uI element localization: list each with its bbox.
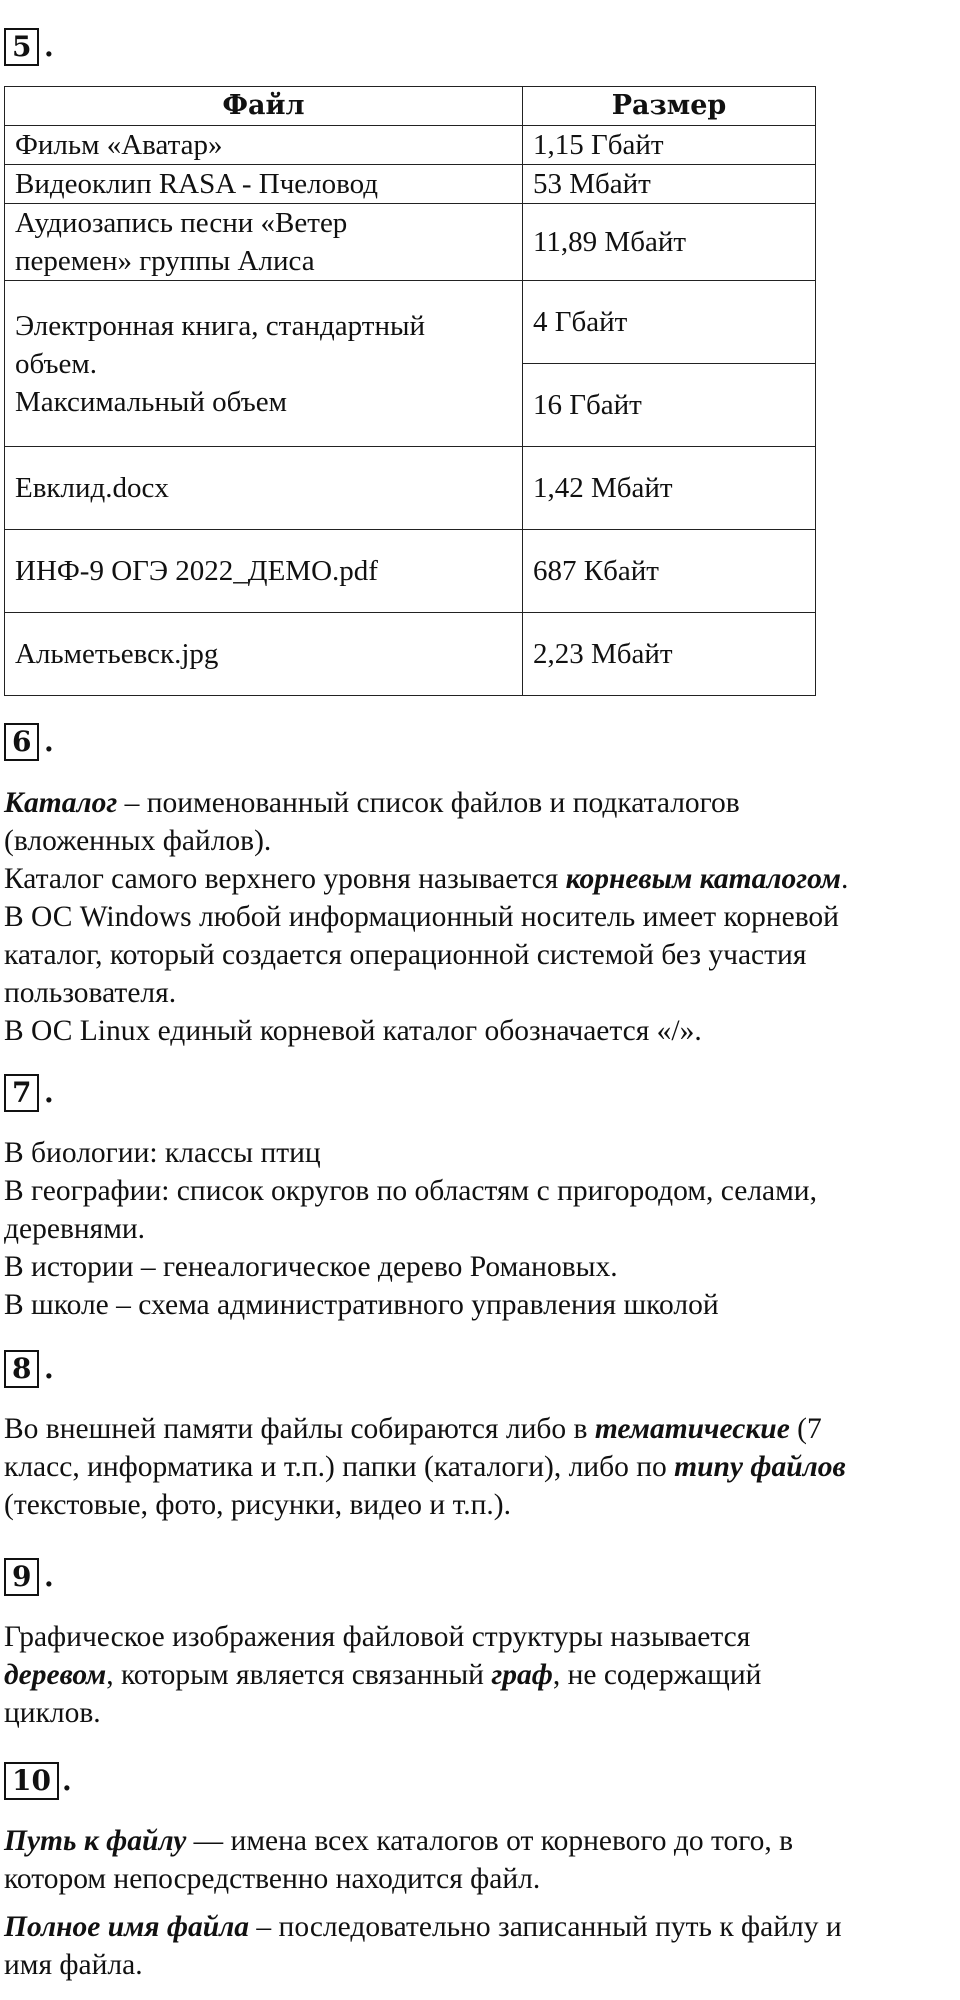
text-line	[4, 1448, 954, 1486]
cell-size: 53 Мбайт	[523, 165, 816, 204]
paragraph-tree	[4, 1618, 954, 1732]
text-line: В школе – схема административного управления школой	[4, 1289, 719, 1321]
text-span: Во внешней памяти файлы собираются либо в	[4, 1413, 595, 1445]
cell-file-line: Аудиозапись песни «Ветер	[15, 207, 348, 239]
paragraph-external-memory	[4, 1410, 954, 1524]
term-file-path: Путь к файлу	[4, 1825, 187, 1857]
term-thematic: тематические	[594, 1413, 790, 1445]
cell-size: 16 Гбайт	[523, 364, 816, 447]
text-line	[4, 1908, 954, 1946]
text-line: В биологии: классы птиц	[4, 1137, 321, 1169]
table-row	[5, 126, 816, 165]
text-line: пользователя.	[4, 977, 177, 1009]
section-number-dot: .	[62, 1764, 72, 1797]
paragraph-examples	[4, 1134, 954, 1324]
cell-file-line: перемен» группы Алиса	[15, 245, 315, 277]
term-root-catalog: корневым каталогом	[565, 863, 841, 895]
table-row	[5, 530, 816, 613]
text-line: (текстовые, фото, рисунки, видео и т.п.).	[4, 1489, 511, 1521]
text-line	[4, 784, 954, 822]
term-catalog: Каталог	[4, 787, 118, 819]
cell-size: 687 Кбайт	[523, 530, 816, 613]
text-line	[4, 1822, 954, 1860]
text-line: В ОС Linux единый корневой каталог обозначается «/».	[4, 1015, 702, 1047]
text-line	[4, 860, 954, 898]
text-line: котором непосредственно находится файл.	[4, 1863, 541, 1895]
table-row	[5, 165, 816, 204]
section-number-6: 6	[4, 723, 39, 761]
text-span: – последовательно записанный путь к файлу и	[249, 1911, 842, 1943]
text-line: В истории – генеалогическое дерево Романовых.	[4, 1251, 618, 1283]
table-row	[5, 204, 816, 281]
cell-file-line: Электронная книга, стандартный	[15, 309, 425, 342]
term-tree: деревом	[4, 1659, 107, 1691]
paragraph-catalog	[4, 784, 954, 1050]
term-graph: граф	[491, 1659, 553, 1691]
text-span: Каталог самого верхнего уровня называется	[4, 863, 566, 895]
text-span: — имена всех каталогов от корневого до того, в	[186, 1825, 794, 1857]
cell-file	[5, 204, 523, 281]
header-file: Файл	[5, 87, 523, 126]
table-row	[5, 613, 816, 696]
section-number-dot: .	[44, 1352, 54, 1385]
text-line: циклов.	[4, 1697, 101, 1729]
table-row	[5, 447, 816, 530]
section-number-dot: .	[44, 1076, 54, 1109]
text-line: каталог, который создается операционной системой без участия	[4, 939, 807, 971]
text-span: класс, информатика и т.п.) папки (каталоги), либо по	[4, 1451, 675, 1483]
cell-size: 4 Гбайт	[523, 281, 816, 364]
section-number-dot: .	[44, 30, 54, 63]
cell-file: Евклид.docx	[5, 447, 523, 530]
text-span: .	[840, 863, 849, 895]
cell-file-line: Максимальный объем	[15, 385, 287, 418]
cell-file: Видеоклип RASA - Пчеловод	[5, 165, 523, 204]
cell-size: 1,15 Гбайт	[523, 126, 816, 165]
cell-size: 11,89 Мбайт	[523, 204, 816, 281]
cell-file	[5, 281, 523, 447]
text-line	[4, 1410, 954, 1448]
section-number-8: 8	[4, 1350, 39, 1388]
text-line: В географии: список округов по областям с пригородом, селами,	[4, 1175, 817, 1207]
paragraph-full-filename	[4, 1908, 954, 1984]
text-span: (7	[789, 1413, 822, 1445]
text-span: , не содержащий	[552, 1659, 762, 1691]
cell-file: ИНФ-9 ОГЭ 2022_ДЕМО.pdf	[5, 530, 523, 613]
section-number-5: 5	[4, 28, 39, 66]
section-number-9: 9	[4, 1558, 39, 1596]
text-span: – поименованный список файлов и подкаталогов	[117, 787, 740, 819]
text-line: деревнями.	[4, 1213, 146, 1245]
file-size-table	[4, 86, 816, 696]
section-number-dot: .	[44, 725, 54, 758]
term-file-type: типу файлов	[674, 1451, 846, 1483]
section-number-dot: .	[44, 1560, 54, 1593]
cell-file: Альметьевск.jpg	[5, 613, 523, 696]
cell-size: 2,23 Мбайт	[523, 613, 816, 696]
section-number-10: 10	[4, 1762, 59, 1800]
text-line: (вложенных файлов).	[4, 825, 272, 857]
table-header-row	[5, 87, 816, 126]
cell-file-line: объем.	[15, 347, 98, 380]
text-line	[4, 1656, 954, 1694]
cell-size: 1,42 Мбайт	[523, 447, 816, 530]
text-line: имя файла.	[4, 1949, 143, 1981]
term-full-filename: Полное имя файла	[4, 1911, 250, 1943]
paragraph-file-path	[4, 1822, 954, 1898]
text-span: , которым является связанный	[106, 1659, 492, 1691]
header-size: Размер	[523, 87, 816, 126]
cell-file: Фильм «Аватар»	[5, 126, 523, 165]
section-number-7: 7	[4, 1074, 39, 1112]
text-line: В ОС Windows любой информационный носитель имеет корневой	[4, 901, 839, 933]
text-line: Графическое изображения файловой структуры называется	[4, 1621, 751, 1653]
table-row	[5, 281, 816, 364]
